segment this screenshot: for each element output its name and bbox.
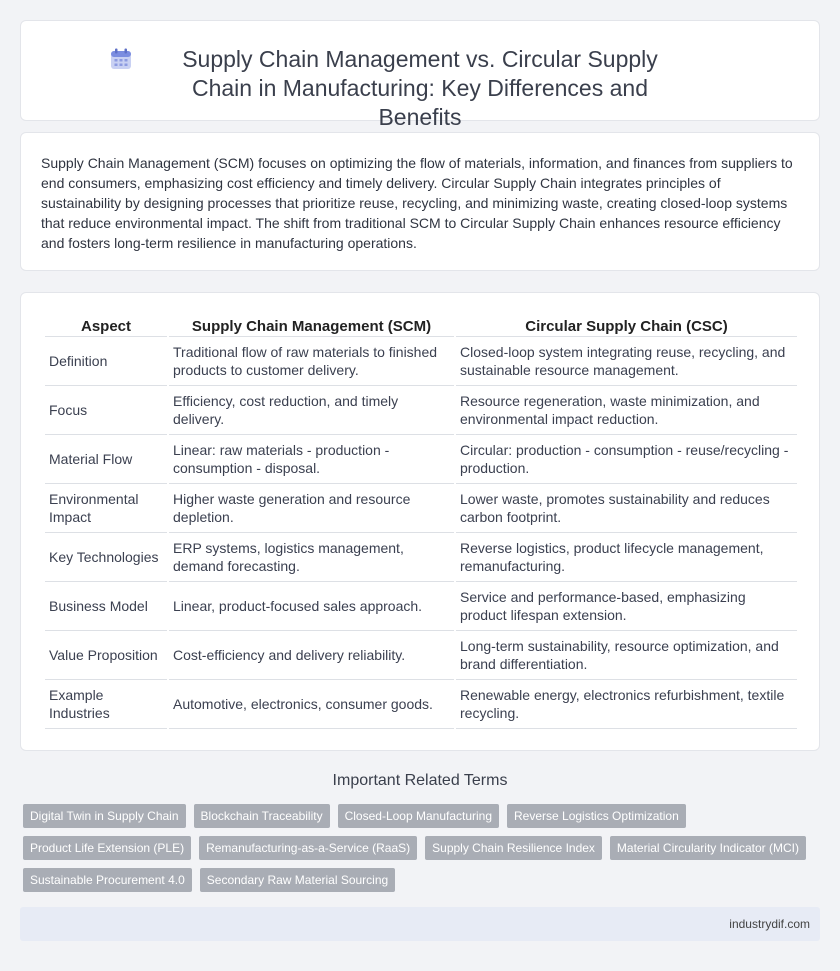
table-row bbox=[45, 435, 797, 484]
table-header-row bbox=[45, 315, 797, 337]
cell-aspect: Focus bbox=[45, 386, 167, 435]
cell-csc: Reverse logistics, product lifecycle management, remanufacturing. bbox=[456, 533, 797, 582]
cell-aspect: Example Industries bbox=[45, 680, 167, 729]
table-row bbox=[45, 337, 797, 386]
cell-csc: Circular: production - consumption - reuse/recycling - production. bbox=[456, 435, 797, 484]
related-term-tag[interactable]: Remanufacturing-as-a-Service (RaaS) bbox=[199, 836, 417, 860]
cell-scm: Higher waste generation and resource depletion. bbox=[169, 484, 454, 533]
cell-csc: Long-term sustainability, resource optimization, and brand differentiation. bbox=[456, 631, 797, 680]
footer bbox=[20, 907, 820, 941]
cell-scm: Efficiency, cost reduction, and timely delivery. bbox=[169, 386, 454, 435]
cell-csc: Resource regeneration, waste minimization, and environmental impact reduction. bbox=[456, 386, 797, 435]
cell-scm: Traditional flow of raw materials to finished products to customer delivery. bbox=[169, 337, 454, 386]
related-term-tag[interactable]: Sustainable Procurement 4.0 bbox=[23, 868, 192, 892]
cell-scm: ERP systems, logistics management, demand forecasting. bbox=[169, 533, 454, 582]
related-term-tag[interactable]: Product Life Extension (PLE) bbox=[23, 836, 191, 860]
comparison-card bbox=[20, 292, 820, 751]
table-row bbox=[45, 533, 797, 582]
title-card bbox=[20, 20, 820, 130]
table-row bbox=[45, 582, 797, 631]
cell-aspect: Definition bbox=[45, 337, 167, 386]
related-term-tag[interactable]: Blockchain Traceability bbox=[194, 804, 330, 828]
cell-scm: Cost-efficiency and delivery reliability. bbox=[169, 631, 454, 680]
cell-scm: Linear, product-focused sales approach. bbox=[169, 582, 454, 631]
related-terms-title: Important Related Terms bbox=[332, 772, 508, 789]
column-header-aspect: Aspect bbox=[45, 315, 167, 337]
column-header-csc: Circular Supply Chain (CSC) bbox=[456, 315, 797, 337]
cell-aspect: Environmental Impact bbox=[45, 484, 167, 533]
table-row bbox=[45, 680, 797, 729]
cell-scm: Automotive, electronics, consumer goods. bbox=[169, 680, 454, 729]
footer-site: industrydif.com bbox=[729, 917, 810, 931]
cell-csc: Closed-loop system integrating reuse, recycling, and sustainable resource management. bbox=[456, 337, 797, 386]
table-row bbox=[45, 386, 797, 435]
intro-card bbox=[20, 132, 820, 271]
related-term-tag[interactable]: Reverse Logistics Optimization bbox=[507, 804, 686, 828]
cell-csc: Lower waste, promotes sustainability and reduces carbon footprint. bbox=[456, 484, 797, 533]
column-header-scm: Supply Chain Management (SCM) bbox=[169, 315, 454, 337]
comparison-table bbox=[43, 315, 799, 729]
related-term-tag[interactable]: Material Circularity Indicator (MCI) bbox=[610, 836, 806, 860]
intro-paragraph: Supply Chain Management (SCM) focuses on optimizing the flow of materials, information, and finances from suppliers to end consumers, emphasizing cost efficiency and timely delivery. Circular Supply Chain integrates principles of sustainability by designing processes that prioritize reuse, recycling, and minimizing waste, creating closed-loop systems that reduce environmental impact. The shift from traditional SCM to Circular Supply Chain enhances resource efficiency and fosters long-term resilience in manufacturing operations. bbox=[41, 155, 793, 251]
related-terms-list bbox=[23, 804, 813, 892]
related-term-tag[interactable]: Closed-Loop Manufacturing bbox=[338, 804, 499, 828]
cell-aspect: Business Model bbox=[45, 582, 167, 631]
cell-csc: Renewable energy, electronics refurbishment, textile recycling. bbox=[456, 680, 797, 729]
cell-scm: Linear: raw materials - production - consumption - disposal. bbox=[169, 435, 454, 484]
related-term-tag[interactable]: Secondary Raw Material Sourcing bbox=[200, 868, 395, 892]
related-term-tag[interactable]: Digital Twin in Supply Chain bbox=[23, 804, 186, 828]
cell-aspect: Value Proposition bbox=[45, 631, 167, 680]
cell-aspect: Key Technologies bbox=[45, 533, 167, 582]
cell-aspect: Material Flow bbox=[45, 435, 167, 484]
table-row bbox=[45, 484, 797, 533]
page-title: Supply Chain Management vs. Circular Supply Chain in Manufacturing: Key Differences and Benefits bbox=[182, 46, 658, 130]
cell-csc: Service and performance-based, emphasizing product lifespan extension. bbox=[456, 582, 797, 631]
table-row bbox=[45, 631, 797, 680]
related-term-tag[interactable]: Supply Chain Resilience Index bbox=[425, 836, 602, 860]
